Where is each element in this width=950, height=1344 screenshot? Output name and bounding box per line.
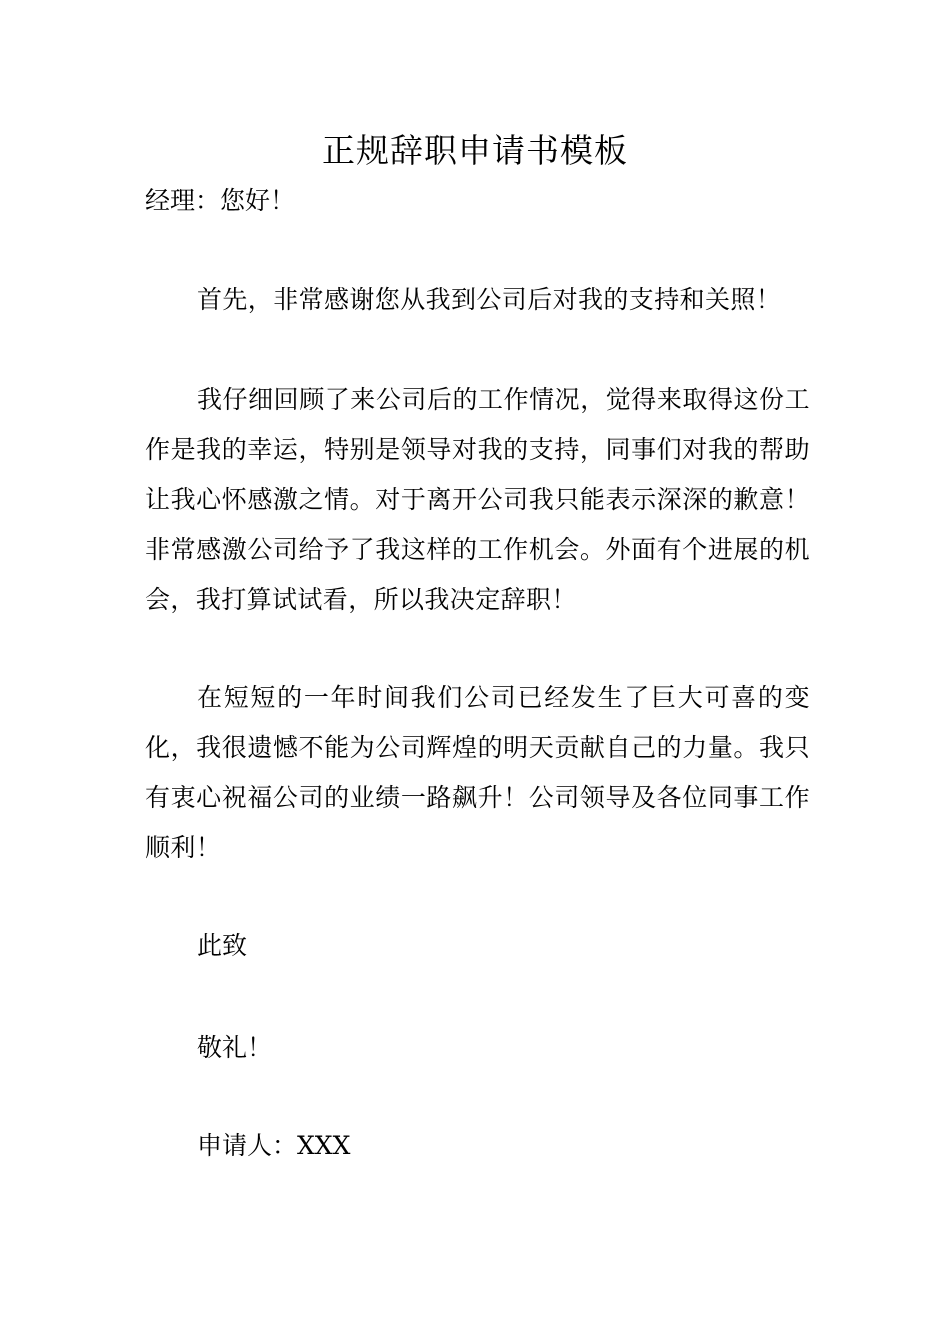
salutation: 经理：您好！ xyxy=(145,186,296,215)
document-title: 正规辞职申请书模板 xyxy=(322,131,628,170)
closing-cizhi: 此致 xyxy=(197,931,248,960)
closing-jingli: 敬礼！ xyxy=(197,1033,273,1062)
paragraph-wishes: 在短短的一年时间我们公司已经发生了巨大可喜的变化，我很遗憾不能为公司辉煌的明天贡献自己的力量。我只有衷心祝福公司的业绩一路飙升！公司领导及各位同事工作顺利！ xyxy=(145,683,810,862)
paragraph-thanks: 首先，非常感谢您从我到公司后对我的支持和关照！ xyxy=(197,285,782,314)
applicant-signature: 申请人：XXX xyxy=(197,1131,351,1160)
paragraph-reflection: 我仔细回顾了来公司后的工作情况，觉得来取得这份工作是我的幸运，特别是领导对我的支持，同事们对我的帮助让我心怀感激之情。对于离开公司我只能表示深深的歉意！非常感激公司给予了我这样的工作机会。外面有个进展的机会，我打算试试看，所以我决定辞职！ xyxy=(145,385,810,614)
